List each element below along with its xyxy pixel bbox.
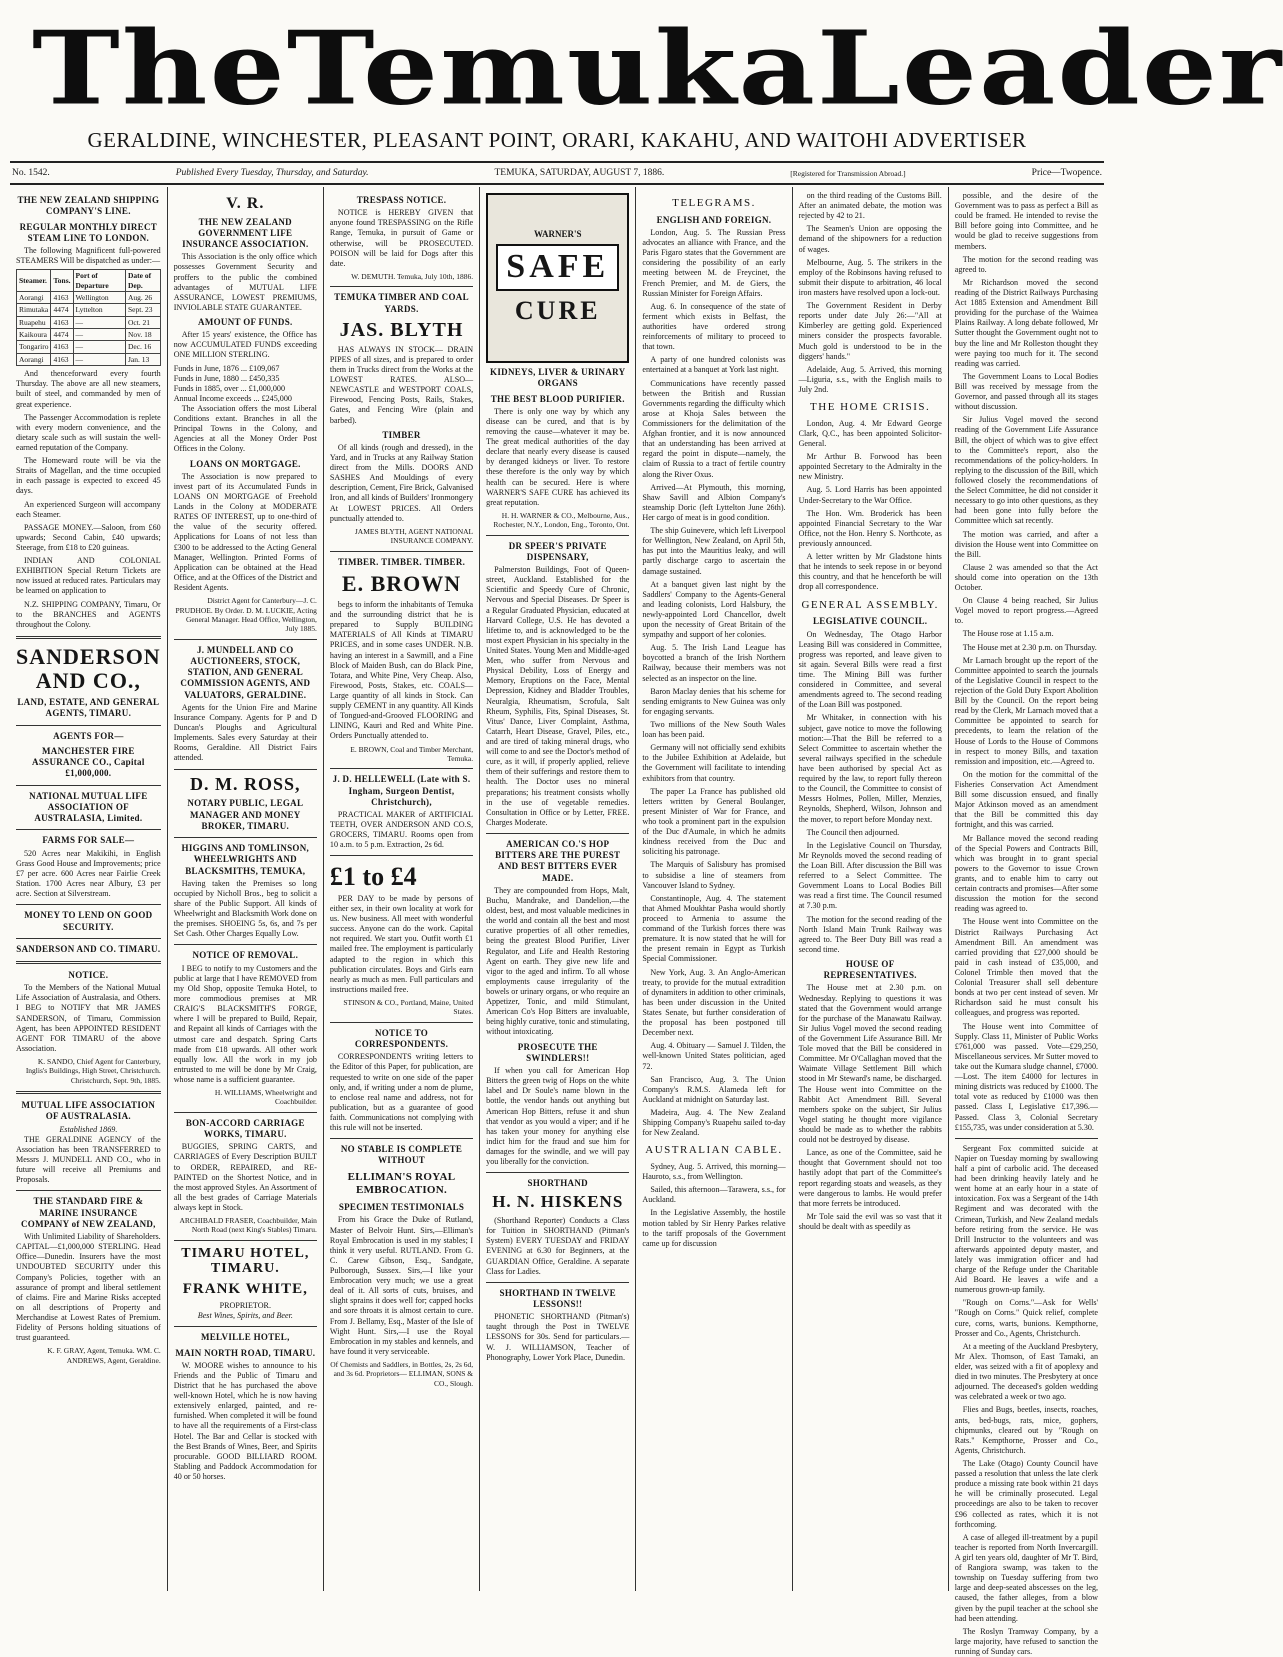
- blyth-heading: JAS. BLYTH: [339, 318, 464, 341]
- english-foreign-heading: ENGLISH AND FOREIGN.: [656, 214, 772, 225]
- price-signature: STINSON & CO., Portland, Maine, United States.: [343, 998, 474, 1017]
- masthead-word-temuka: Temuka: [286, 7, 817, 128]
- bonaccord-heading: BON-ACCORD CARRIAGE WORKS, TIMARU.: [185, 1117, 305, 1140]
- cell: Tongariro: [17, 341, 51, 353]
- article-paragraph: PRACTICAL MAKER of ARTIFICIAL TEETH, OVER ANDERSON AND CO.S, GROCERS, TIMARU. Rooms open from 10 a.m. to 5 p.m. Extraction, 2s 6d.: [329, 810, 474, 850]
- vr-heading: V. R.: [226, 195, 265, 212]
- masthead-subtitle: GERALDINE, WINCHESTER, PLEASANT POINT, ORARI, KAKAHU, AND WAITOHI ADVERTISER: [87, 128, 1027, 152]
- registration-note: [Registered for Transmission Abroad.]: [790, 168, 906, 178]
- cell: Jan. 13: [125, 353, 160, 365]
- sanderson-signature: SANDERSON AND CO. TIMARU.: [16, 943, 161, 954]
- price-heading: £1 to £4: [329, 862, 417, 892]
- removal-heading: NOTICE OF REMOVAL.: [192, 950, 299, 961]
- article-paragraph: Flies and Bugs, beetles, insects, roaches, ants, bed-bugs, rats, mice, gophers, chipmunks, cleared out by "Rough on Rats." Kempthorne, Prosser and Co., Agents, Christchurch.: [954, 1405, 1099, 1455]
- loans-signature: District Agent for Canterbury—J. C. PRUDHOE. By Order. D. M. LUCKIE, Acting General Manager. Head Office, Wellington, July 1885.: [175, 596, 317, 634]
- article-paragraph: The Association offers the most Liberal Conditions extant. Branches in all the Principal Towns in the Colony, and Agencies at all the Money Order Post Offices in the Colony.: [173, 404, 317, 454]
- masthead: [10, 7, 1283, 128]
- table-row: [17, 341, 161, 353]
- agents-heading: AGENTS FOR—: [53, 730, 124, 741]
- article-paragraph: An experienced Surgeon will accompany each Steamer.: [16, 499, 161, 519]
- article-paragraph: Germany will not officially send exhibits to the Jubilee Exhibition at Adelaide, but the Government will facilitate to intending exhibitors from that country.: [642, 743, 786, 783]
- article-paragraph: The motion for the second reading was agreed to.: [954, 254, 1099, 274]
- article-paragraph: A letter written by Mr Gladstone hints that he intends to seek repose in or beyond this country, and that he henceforth be will drop all correspondence.: [798, 552, 942, 592]
- home-crisis-heading: THE HOME CRISIS.: [810, 401, 931, 414]
- cell: Aorangi: [17, 291, 51, 303]
- publication-schedule: Published Every Tuesday, Thursday, and Saturday.: [175, 168, 369, 178]
- article-paragraph: The Government Resident in Derby reports under date July 26:—"All at Kimberley are getting gold. Experienced miners consider the prospects favorable. Much gold is understood to be in the diggers' hands.": [798, 301, 942, 361]
- mla-established: Established 1869.: [59, 1124, 118, 1134]
- article-paragraph: In the Legislative Assembly, the hostile motion tabled by Sir Henry Parkes relative to the tariff proposals of the Government came up for discussion: [642, 1208, 786, 1248]
- cell: Aorangi: [17, 353, 51, 365]
- notice-signature: K. SANDO, Chief Agent for Canterbury, Inglis's Buildings, High Street, Christchurch. Christchurch, Sept. 9th, 1885.: [25, 1057, 161, 1085]
- funds-row: Funds in 1885, over ... £1,000,000: [173, 383, 285, 393]
- divider: [174, 1240, 317, 1241]
- warner-signature: H. H. WARNER & CO., Melbourne, Aus., Rochester, N.Y., London, Eng., Toronto, Ont.: [493, 510, 630, 530]
- divider: [174, 769, 317, 770]
- divider: [16, 938, 161, 939]
- column-1: [10, 187, 168, 1591]
- column-4: [480, 187, 636, 1591]
- issue-number: No. 1542.: [12, 168, 50, 178]
- article-paragraph: The House met at 2.30 p.m. on Thursday.: [962, 642, 1097, 652]
- column-3: [324, 187, 480, 1591]
- divider: [174, 837, 317, 838]
- article-paragraph: The House rose at 1.15 a.m.: [962, 629, 1054, 639]
- divider: [486, 1172, 629, 1173]
- article-paragraph: W. MOORE wishes to announce to his Friends and the Public of Timaru and District that he has purchased the above well-known Hotel, which he is now having extensively enlarged, painted, and re-furnished. When completed it will be found to have all the requirements of a First-class Hotel. The Bar and Cellar is stocked with the Best Brands of Wines, Beer, and Spirits procurable. GOOD BILLIARD ROOM. Stabling and Paddock Accommodation for 40 or 50 horses.: [173, 1360, 317, 1482]
- article-paragraph: London, Aug. 4. Mr Edward George Clark, Q.C., has been appointed Solicitor-General.: [798, 418, 942, 449]
- article-paragraph: Mr Larnach brought up the report of the Committee appointed to search the journals of the Legislative Council in respect to the rejection of the Gold Duty Export Abolition Bill by the Council. On the report being read by the Clerk, Mr Larnach moved that a Committee be appointed to search for precedents, to learn the relation of the House of Lords to the House of Commons in respect to money Bills, and taxation remission and imposition, etc.—Agreed to.: [954, 655, 1099, 766]
- standard-signature: K. F. GRAY, Agent, Temuka. WM. C. ANDREWS, Agent, Geraldine.: [47, 1346, 161, 1365]
- divider: [330, 1022, 473, 1023]
- hotel-proprietor-label: PROPRIETOR.: [219, 1301, 271, 1311]
- article-paragraph: They are compounded from Hops, Malt, Buchu, Mandrake, and Dandelion,—the oldest, best, and most valuable medicines in the world and contain all the best and most curative properties of all other remedies, being the greatest Blood Purifier, Liver Regulator, and Life and Health Restoring Agent on earth. They give new life and vigor to the aged and infirm. To all whose employments cause irregularity of the bowels or urinary organs, or who require an Appetizer, Tonic, and mild Stimulant, American Co's Hop Bitters are invaluable, being highly curative, tonic and stimulating, without intoxicating.: [486, 885, 630, 1037]
- prosecute-heading: PROSECUTE THE SWINDLERS!!: [517, 1041, 598, 1063]
- dateline: TEMUKA, SATURDAY, AUGUST 7, 1886.: [494, 168, 665, 178]
- article-paragraph: The Hon. Wm. Broderick has been appointed Financial Secretary to the War Office, not the Hon. Henry S. Northcote, as previously announced.: [798, 508, 942, 549]
- notice-heading: NOTICE.: [68, 970, 109, 981]
- article-paragraph: Two millions of the New South Wales loan has been paid.: [642, 720, 786, 740]
- article-paragraph: (Shorthand Reporter) Conducts a Class for Tuition in SHORTHAND (Pitman's System) EVERY TUESDAY and FRIDAY EVENING at 6.30 for Beginners, at the GUARDIAN Office, Geraldine. A separate Class for Ladies.: [486, 1216, 630, 1276]
- article-paragraph: Adelaide, Aug. 5. Arrived, this morning—Liguria, s.s., with the English mails to July 2nd.: [798, 364, 942, 394]
- blyth-signature: JAMES BLYTH, AGENT NATIONAL INSURANCE COMPANY.: [354, 526, 474, 546]
- article-paragraph: CORRESPONDENTS writing letters to the Editor of this Paper, for publication, are requested to write on one side of the paper only, and, if writing under a nom de plume, to enclose real name and address, not for publication, but as a guarantee of good faith. Communications not complying with this rule will not be inserted.: [329, 1052, 474, 1133]
- bonaccord-signature: ARCHIBALD FRASER, Coachbuilder, Main North Road (next King's Stables) Timaru.: [179, 1216, 317, 1235]
- notice-text: To the Members of the National Mutual Life Association of Australasia, and Others. I BEG to NOTIFY that MR JAMES SANDERSON, of Timaru, Commission Agent, has been APPOINTED RESIDENT AGENT FOR TIMARU of the above Association.: [16, 983, 161, 1053]
- article-paragraph: The Homeward route will be via the Straits of Magellan, and the time occupied in each passage is expected to exceed 45 days.: [16, 456, 161, 496]
- sanderson-subheading: LAND, ESTATE, AND GENERAL AGENTS, TIMARU.: [17, 697, 160, 719]
- article-paragraph: Mr Whitaker, in connection with his subject, gave notice to move the following motion:—That the Bill be referred to a Select Committee to ascertain whether the several railways specified in the schedule have been authorised by special Act as required by the law, to report fully thereon to the Council, the Committee to consist of Messrs Holmes, Pollen, Miller, Menzies, Reynolds, Shepherd, Wilson, Johnson and the mover, to report before Monday next.: [798, 713, 942, 824]
- article-paragraph: At a meeting of the Auckland Presbytery, Mr Alex. Thomson, of East Tamaki, an elder, was seized with a fit of apoplexy and died in two minutes. The Presbytery at once adjourned. The deceased's golden wedding was celebrated a week or two ago.: [954, 1341, 1099, 1402]
- warners-safe-cure-illustration: [486, 193, 629, 363]
- article-paragraph: PASSAGE MONEY.—Saloon, from £60 upwards; Second Cabin, £40 upwards; Steerage, from £18 to £20 guineas.: [16, 522, 161, 552]
- shorthand-heading: SHORTHAND: [527, 1178, 588, 1189]
- funds-heading: AMOUNT OF FUNDS.: [198, 317, 293, 327]
- columns: [10, 187, 1104, 1656]
- article-paragraph: A case of alleged ill-treatment by a pupil teacher is reported from North Invercargill. A girl ten years old, daughter of Mr T. Bird, of Rangiora swamp, was taken to the township on Tuesday suffering from two large and deep-seated abscesses on the leg, caused, the father alleges, from a blow given by the pupil teacher at the school she had been attending.: [954, 1532, 1099, 1623]
- govt-life-heading: THE NEW ZEALAND GOVERNMENT LIFE INSURANCE ASSOCIATION.: [182, 216, 309, 250]
- article-paragraph: This Association is the only office which possesses Government Security and proffers to the public the combined advantages of MUTUAL LIFE ASSURANCE, LOWEST PREMIUMS, INVIOLABLE STATE GUARANTEE.: [173, 252, 317, 312]
- article-paragraph: Sir Julius Vogel moved the second reading of the Government Life Assurance Bill, the object of which was to give effect to the Committee's report, also the recommendations of the policy-holders. In replying to the discussion of the Bill, which followed closely the recommendations of the Select Committee, he did not consider it necessary to go into other questions, as they had been gone into fully before the Committee which sat recently.: [954, 415, 1099, 526]
- table-header: Date of Dep.: [125, 270, 160, 292]
- divider: [330, 855, 473, 856]
- divider: [174, 944, 317, 945]
- article-paragraph: Mr Arthur B. Forwood has been appointed Secretary to the Admiralty in the new Ministry.: [798, 452, 942, 482]
- article-paragraph: The ship Guinevere, which left Liverpool for Wellington, New Zealand, on April 5th, has put into the Mauritius leaky, and will partly discharge cargo to ascertain the damage sustained.: [642, 526, 786, 576]
- hellewell-heading: J. D. HELLEWELL (Late with S. Ingham, Surgeon Dentist, Christchurch),: [332, 774, 471, 807]
- article-paragraph: The House went into Committee of Supply. Class 11, Minister of Public Works £761,000 was passed. Vote—£29,250, Miscellaneous services. Mr Sutter moved to take out the Kumara sludge channel, £7000.—Lost. The item £4000 for lectures in mining districts was reduced by £1000. The total vote as reduced by £1000 was then passed. Class I, Legislative £17,396.—Passed. Class 3, Colonial Secretary £155,735, was under consideration at 5.30.: [954, 1021, 1099, 1132]
- article-paragraph: NOTICE is HEREBY GIVEN that anyone found TRESPASSING on the Rifle Range, Temuka, in pursuit of Game or otherwise, will be PROSECUTED. POISON will be laid for Dogs after this date.: [329, 208, 474, 268]
- safe-label: SAFE: [496, 244, 619, 291]
- loans-heading: LOANS ON MORTGAGE.: [189, 458, 301, 469]
- funds-row: Funds in June, 1880 ... £450,335: [173, 373, 280, 383]
- article-paragraph: The House went into Committee on the District Railways Purchasing Act Amendment Bill. An amendment was carried providing that £27,000 should be paid in cash instead of £35,000, and Colonel Trimble then moved that the Colonial Treasurer shall sell debenture bonds at two per cent instead of seven. Mr Richardson said he must consult his colleagues, and progress was reported.: [954, 917, 1099, 1018]
- article-paragraph: possible, and the desire of the Government was to pass as perfect a Bill as could be framed. He intended to revise the Bill before going into Committee, and he would be glad to receive suggestions from members.: [954, 191, 1099, 251]
- cell: 4163: [51, 291, 73, 303]
- hotel-proprietor-name: FRANK WHITE,: [182, 1280, 308, 1297]
- article-paragraph: PER DAY to be made by persons of either sex, in their own locality at work for us. New business. All meet with wonderful success. Anyone can do the work. Capital not required. We start you. Outfit worth £1 mailed free. The employment is particularly adapted to the region in which this publication circulates. Boys and Girls earn nearly as much as men. Full particulars and instructions mailed free.: [329, 893, 474, 994]
- cell: 4474: [51, 329, 73, 341]
- article-paragraph: Aug. 6. In consequence of the state of ferment which exists in Belfast, the authorities have ordered strong reinforcements of military to proceed to that town.: [642, 301, 786, 352]
- table-header: Steamer.: [17, 270, 51, 292]
- cell: —: [73, 353, 125, 365]
- hotel-wines: Best Wines, Spirits, and Beer.: [197, 1311, 293, 1321]
- shipping-table: [16, 269, 161, 366]
- article-paragraph: The motion for the second reading of the North Island Main Trunk Railway was agreed to. The Beer Duty Bill was read a second time.: [798, 914, 942, 954]
- article-paragraph: Having taken the Premises so long occupied by Nicholl Bros., beg to solicit a share of the Public Support. All kinds of Wheelwright and Blacksmith Work done on the premises. SHOEING 5s, 6s, and 7s per Set Cash. Other Charges Equally Low.: [173, 878, 317, 939]
- mla-text: THE GERALDINE AGENCY of the Association has been TRANSFERRED to Messrs J. MUNDELL AND CO., who in future will receive all Premiums and Proposals.: [16, 1134, 161, 1185]
- divider: [486, 833, 629, 834]
- article-paragraph: The Lake (Otago) County Council have passed a resolution that unless the late clerk produce a missing rate book within 21 days he will be criminally prosecuted. Legal proceedings are also to be taken to recover £96 collected as rates, which it is not forthcoming.: [954, 1459, 1099, 1529]
- standard-text: With Unlimited Liability of Shareholders. CAPITAL—£1,000,000 STERLING. Head Office—Dunedin. Insurers have the most UNDOUBTED SECURITY under this Company's Policies, together with an assurance of prompt and liberal settlement of claims. Fire and Marine Risks accepted on all descriptions of Property and Merchandise at Lowest Rates of Premium. Fidelity of Persons holding situations of trust guaranteed.: [16, 1232, 161, 1343]
- divider: [330, 1138, 473, 1139]
- cell: Lyttelton: [73, 304, 125, 316]
- cell: —: [73, 329, 125, 341]
- divider: [174, 1326, 317, 1327]
- article-paragraph: PHONETIC SHORTHAND (Pitman's) taught through the Post in TWELVE LESSONS for 30s. Send for particulars.—W. J. WILLIAMSON, Teacher of Phonography, Lower York Place, Dunedin.: [486, 1312, 630, 1362]
- cell: —: [73, 316, 125, 328]
- cell: Kaikoura: [17, 329, 51, 341]
- shipping-heading: THE NEW ZEALAND SHIPPING COMPANY'S LINE.: [17, 195, 160, 217]
- stable-heading: NO STABLE IS COMPLETE WITHOUT: [340, 1144, 463, 1166]
- article-paragraph: Communications have recently passed between the British and Russian Governments regarding the difficulty which arose at Khoja Sales between the Commissioners for the delimitation of the Afghan frontier, and it is now announced that an understanding has been arrived at regard the point in dispute—namely, the claim of Russia to a tract of fertile country along the River Oxus.: [642, 378, 786, 479]
- divider: [16, 1091, 161, 1094]
- column-7: [949, 187, 1104, 1656]
- article-paragraph: Madeira, Aug. 4. The New Zealand Shipping Company's Ruapehu sailed to-day for New Zealand.: [642, 1107, 786, 1138]
- article-paragraph: In the Legislative Council on Thursday, Mr Reynolds moved the second reading of the Loan Bill. After discussion the Bill was referred to a Select Committee. The Government Loans to Local Bodies Bill was read a first time. The Council resumed at 7.30 p.m.: [798, 840, 942, 911]
- article-paragraph: Constantinople, Aug. 4. The statement that Ahmed Moukhtar Pasha would shortly proceed to Armenia to assume the command of the Turkish forces there was premature. It is now stated that he will for the present remain in Egypt as Turkish Special Commissioner.: [642, 893, 786, 964]
- general-assembly-heading: GENERAL ASSEMBLY.: [801, 598, 939, 611]
- article-paragraph: The Marquis of Salisbury has promised to subsidise a line of steamers from Vancouver Island to Sydney.: [642, 860, 786, 890]
- article-paragraph: From his Grace the Duke of Rutland, Master of Belvoir Hunt. Sirs,—Elliman's Royal Embrocation is used in my stables; I think it very useful. RUTLAND. From G. C. Carew Gibson, Esq., Sandgate, Pulborough, Sussex. Sirs,—I like your Embrocation very much; we use a great deal of it. All sorts of cuts, bruises, and slight sprains it does well for; capped hocks and sore throats it is almost certain to cure. From J. Bellamy, Esq., Master of the Isle of Wight Hunt. Sirs,—I use the Royal Embrocation in my stables and kennels, and have found it very serviceable.: [329, 1215, 474, 1356]
- article-paragraph: Sailed, this afternoon—Tarawera, s.s., for Auckland.: [642, 1185, 786, 1205]
- cell: Rimutaka: [17, 304, 51, 316]
- article-paragraph: There is only one way by which any disease can be cured, and that is by removing the cause—whatever it may be. The great medical authorities of the day declare that nearly every disease is caused by deranged kidneys or liver. To restore these therefore is the only way by which health can be secured. Here is where WARNER'S SAFE CURE has achieved its great reputation.: [486, 406, 630, 507]
- hiskens-heading: H. N. HISKENS: [492, 1192, 624, 1212]
- divider: [174, 639, 317, 640]
- column-5: [636, 187, 792, 1591]
- divider: [174, 1112, 317, 1113]
- article-paragraph: The paper La France has published old letters written by General Boulanger, present Minister of War for France, and who took a prominent part in the expulsion of the Duc d'Aumale, in which he admits kindness received from the Duc and soliciting his patronage.: [642, 786, 786, 857]
- masthead-word-the: The: [32, 7, 287, 128]
- article-paragraph: Aug. 5. Lord Harris has been appointed Under-Secretary to the War Office.: [798, 485, 942, 505]
- article-paragraph: And thenceforward every fourth Thursday. The above are all new steamers, built of steel, and commanded by men of great experience.: [16, 369, 161, 409]
- cell: Oct. 21: [125, 316, 160, 328]
- shipping-intro: The following Magnificent full-powered STEAMERS Will be dispatched as under:—: [16, 246, 161, 266]
- article-paragraph: Of all kinds (rough and dressed), in the Yard, and in Trucks at any Railway Station direct from the Mills. DOORS AND SASHES And Mouldings of every description, Cement, Fire Brick, Galvanised Iron, and all kinds of Builders' Ironmongery At LOWEST PRICES. All Orders punctually attended to.: [329, 442, 474, 523]
- article-paragraph: The Government Loans to Local Bodies Bill was received by message from the Governor, and passed through all its stages without discussion.: [954, 371, 1099, 412]
- ross-subheading: NOTARY PUBLIC, LEGAL MANAGER AND MONEY BROKER, TIMARU.: [187, 798, 304, 831]
- funds-row: Annual Income exceeds ... £245,000: [173, 393, 292, 403]
- table-row: [17, 291, 161, 303]
- masthead-word-leader: Leader: [816, 7, 1283, 128]
- cell: Sept. 23: [125, 304, 160, 316]
- table-row: [17, 304, 161, 316]
- hop-bitters-heading: AMERICAN CO.'S HOP BITTERS ARE THE PUREST AND BEST BITTERS EVER MADE.: [495, 838, 621, 883]
- brown-heading: E. BROWN: [341, 570, 462, 596]
- cell: Nov. 18: [125, 329, 160, 341]
- article-paragraph: on the third reading of the Customs Bill. After an animated debate, the motion was rejected by 42 to 21.: [798, 191, 942, 221]
- house-reps-heading: HOUSE OF REPRESENTATIVES.: [823, 958, 917, 981]
- divider: [330, 551, 473, 552]
- article-paragraph: BUGGIES, SPRING CARTS, and CARRIAGES of Every Description BUILT to ORDER, REPAIRED, and RE-PAINTED on the Shortest Notice, and in the most approved Styles. An Assortment of all the best grades of Carriage Materials always kept in Stock.: [173, 1142, 317, 1212]
- divider: [955, 1138, 1098, 1139]
- cure-label: CURE: [514, 295, 601, 325]
- article-paragraph: Mr Ballance moved the second reading of the Special Powers and Contracts Bill, which was brought in to grant special powers to the Governor to issue Crown grants, and to enable him to carry out certain contracts and promises—After some discussion the motion for the second reading was agreed to.: [954, 833, 1099, 914]
- australian-cable-heading: AUSTRALIAN CABLE.: [645, 1144, 783, 1157]
- cell: 4163: [51, 353, 73, 365]
- article-paragraph: Arrived—At Plymouth, this morning, Shaw Savill and Albion Company's steamship Doric (left Lyttelton June 26th). Her cargo of meat is in good condition.: [642, 482, 786, 522]
- divider: [16, 961, 161, 964]
- farms-text: 520 Acres near Makikihi, in English Grass Good House and Improvements; price £7 per acre. 600 Acres near Fairlie Creek Station. 1700 Acres near Albury, £3 per acre. Section at Silverstream.: [16, 848, 161, 899]
- article-paragraph: The Council then adjourned.: [806, 827, 900, 837]
- article-paragraph: INDIAN AND COLONIAL EXHIBITION Special Return Tickets are now issued at reduced rates. Particulars may be learned on application to: [16, 556, 161, 596]
- brown-topline: TIMBER. TIMBER. TIMBER.: [337, 556, 466, 567]
- article-paragraph: HAS ALWAYS IN STOCK— DRAIN PIPES of all sizes, and is prepared to order them in Trucks direct from the Works at the LOWEST RATES. ALSO— NEWCASTLE and WESTPORT COALS, Firewood, Fencing Posts, Rails, Stakes, Gates, and Fencing Wire (plain and barbed).: [329, 344, 474, 425]
- article-paragraph: On Clause 4 being reached, Sir Julius Vogel moved to report progress.—Agreed to.: [954, 596, 1099, 626]
- cell: Dec. 16: [125, 341, 160, 353]
- brown-signature: E. BROWN, Coal and Timber Merchant, Temuka.: [350, 744, 474, 763]
- divider: [16, 1190, 161, 1191]
- article-paragraph: On Wednesday, The Otago Harbor Leasing Bill was considered in Committee, progress was reported, and leave given to sit again. Several Bills were read a first time. The Mining Bill was further considered in Committee, and several amendments agreed to. The second reading of the Loan Bill was postponed.: [798, 629, 942, 710]
- removal-signature: H. WILLIAMS, Wheelwright and Coachbuilder.: [214, 1088, 317, 1107]
- article-paragraph: A party of one hundred colonists was entertained at a banquet at York last night.: [642, 355, 786, 375]
- sanderson-heading: SANDERSON AND CO.,: [16, 643, 161, 694]
- article-paragraph: "Rough on Corns."—Ask for Wells' "Rough on Corns." Quick relief, complete cure, corns, warts, bunions. Kempthorne, Prosser and Co., Agents, Christchurch.: [954, 1298, 1099, 1338]
- elliman-heading: ELLIMAN'S ROYAL EMBROCATION.: [347, 1170, 456, 1197]
- trespass-heading: TRESPASS NOTICE.: [356, 195, 447, 205]
- timber-heading: TIMBER: [382, 429, 421, 440]
- divider: [16, 785, 161, 786]
- fire-assurance: MANCHESTER FIRE ASSURANCE CO., Capital £1,000,000.: [32, 745, 145, 779]
- table-row: [17, 316, 161, 328]
- divider: [16, 904, 161, 905]
- article-paragraph: Mr Richardson moved the second reading of the District Railways Purchasing Act 1885 Extension and Amendment Bill providing for the purchase of the Waimea Plains Railway. A long debate followed, Mr Sutter thought the Government ought not to buy the line and Mr Rolleston thought they were paying too much for it. The second reading was carried.: [954, 277, 1099, 368]
- blood-heading: THE BEST BLOOD PURIFIER.: [490, 393, 625, 404]
- correspondents-heading: NOTICE TO CORRESPONDENTS.: [354, 1027, 449, 1050]
- timber-yards-heading: TEMUKA TIMBER AND COAL YARDS.: [334, 292, 469, 314]
- article-paragraph: Aug. 4. Obituary — Samuel J. Tilden, the well-known United States politician, aged 72.: [642, 1041, 786, 1071]
- issue-price: Price—Twopence.: [1031, 168, 1102, 178]
- divider: [16, 725, 161, 726]
- shipping-subheading: REGULAR MONTHLY DIRECT STEAM LINE TO LONDON.: [19, 221, 158, 243]
- mutual-life: NATIONAL MUTUAL LIFE ASSOCIATION OF AUSTRALASIA, Limited.: [29, 790, 148, 824]
- article-paragraph: Clause 2 was amended so that the Act should come into operation on the 13th October.: [954, 562, 1099, 593]
- article-paragraph: At a banquet given last night by the Saddlers' Company to the Agents-General and leading colonists, Lord Halsbury, the newly-appointed Lord Chancellor, dwelt upon the necessity of Great Britain of the sympathy and support of her colonies.: [642, 579, 786, 640]
- testimonials-heading: SPECIMEN TESTIMONIALS: [338, 1202, 465, 1213]
- article-paragraph: begs to inform the inhabitants of Temuka and the surrounding district that he is prepared to Supply BUILDING MATERIALS of All Kinds at TIMARU PRICES, and in some cases UNDER. N.B. having an interest in a Sawmill, and a Fine Block of Maiden Bush, can do Black Pine, Totara, and White Pine, Very Cheap. Also, Firewood, Posts, Stakes, etc. COALS—Large quantity of all kinds in Stock. Can supply CEMENT in any quantity. All Kinds of Tongued-and-Grooved FLOORING and LINING, Kauri and Red and White Pine. Orders Punctually attended to.: [329, 599, 474, 741]
- article-paragraph: Aug. 5. The Irish Land League has boycotted a branch of the Irish Northern Railway, because their members was not selected as an inspector on the line.: [642, 643, 786, 683]
- cell: 4474: [51, 304, 73, 316]
- article-paragraph: Mr Tole said the evil was so vast that it should be dealt with as speedily as: [798, 1211, 942, 1231]
- divider: [16, 829, 161, 830]
- article-paragraph: Sydney, Aug. 5. Arrived, this morning—Hauroto, s.s., from Wellington.: [642, 1162, 786, 1182]
- article-paragraph: Agents for the Union Fire and Marine Insurance Company. Agents for P and D Duncan's Ploughs and Agricultural Implements. Sales every Saturday at their Rooms, Geraldine. All District Fairs attended.: [173, 702, 317, 763]
- article-paragraph: After 15 years' existence, the Office has now ACCUMULATED FUNDS exceeding ONE MILLION STERLING.: [173, 330, 317, 360]
- cell: Aug. 26: [125, 291, 160, 303]
- divider: [486, 535, 629, 536]
- article-paragraph: If when you call for American Hop Bitters the green twig of Hops on the white label and Dr Soule's name blown in the bottle, the vendor hands out anything but American Hop Bitters, refuse it and shun that vendor as you would a viper; and if he has taken your money for anything else indict him for the fraud and sue him for damages for the swindle, and we will pay you liberally for the conviction.: [486, 1066, 630, 1167]
- elliman-signature: Of Chemists and Saddlers, in Bottles, 2s, 2s 6d, and 3s 6d. Proprietors— ELLIMAN, SONS & CO., Slough.: [330, 1359, 474, 1388]
- article-paragraph: On the motion for the committal of the Fisheries Conservation Act Amendment Bill some discussion ensued, and finally Major Atkinson moved as an amendment that the Bill be committed this day fortnight, and this was carried.: [954, 769, 1099, 830]
- issue-info-bar: [10, 161, 1104, 185]
- farms-heading: FARMS FOR SALE—: [42, 835, 135, 846]
- divider: [486, 1282, 629, 1283]
- divider: [330, 286, 473, 287]
- article-paragraph: The Passenger Accommodation is replete with every modern convenience, and the dietary scale such as will sustain the well-earned reputation of the Company.: [16, 412, 161, 452]
- column-2: [168, 187, 324, 1591]
- melville-heading: MELVILLE HOTEL,: [200, 1332, 290, 1343]
- column-6: [793, 187, 949, 1591]
- article-paragraph: San Francisco, Aug. 3. The Union Company's R.M.S. Alameda left for Auckland at midnight on Saturday last.: [642, 1074, 786, 1104]
- article-paragraph: The Roslyn Tramway Company, by a large majority, have refused to sanction the running of Sunday cars.: [954, 1626, 1099, 1656]
- article-paragraph: N.Z. SHIPPING COMPANY, Timaru, Or to the BRANCHES and AGENTS throughout the Colony.: [16, 599, 161, 629]
- cell: —: [73, 341, 125, 353]
- legislative-council-heading: LEGISLATIVE COUNCIL.: [813, 616, 928, 627]
- speer-heading: DR SPEER'S PRIVATE DISPENSARY,: [508, 540, 607, 562]
- table-header: Port of Departure: [73, 270, 125, 292]
- article-paragraph: The House met at 2.30 p.m. on Wednesday. Replying to questions it was stated that the Government would arrange for the purchase of the Manawatu Railway. Sir Julius Vogel moved the second reading of the Government Life Assurance Bill. Mr Tole moved that the Bill be considered in Committee. Mr O'Callaghan moved that the Waimate Village Settlement Bill which stood in Mr Steward's name, be discharged. The House went into Committee on the Rabbit Act Amendment Bill. Several members spoke on the subject, Sir Julius Vogel stating he thought more vigilance should be made as to whether the rabbits could not be destroyed by disease.: [798, 983, 942, 1145]
- article-paragraph: Melbourne, Aug. 5. The strikers in the employ of the Robinsons having refused to submit their dispute to arbitration, 46 local iron masters have resolved upon a lock-out.: [798, 257, 942, 297]
- table-header: Tons.: [51, 270, 73, 292]
- article-paragraph: Baron Maclay denies that his scheme for sending emigrants to New Guinea was only for engaging servants.: [642, 686, 786, 716]
- mundell-heading: J. MUNDELL AND CO AUCTIONEERS, STOCK, STATION, AND GENERAL COMMISSION AGENTS, AND VALUATORS, GERALDINE.: [180, 644, 311, 700]
- warners-label: WARNER'S: [533, 228, 582, 239]
- mla-heading: MUTUAL LIFE ASSOCIATION OF AUSTRALASIA.: [21, 1100, 156, 1122]
- divider: [16, 636, 161, 639]
- article-paragraph: London, Aug. 5. The Russian Press advocates an alliance with France, and the Paris Figaro states that the Government are considering the possibility of an early meeting between M. de Freycinet, the French Premier, and M. de Giers, the Russian Minister for Foreign Affairs.: [642, 228, 786, 298]
- article-paragraph: The Association is now prepared to invest part of its Accumulated Funds in LOANS ON MORTGAGE of Freehold Lands in the Colony at MODERATE RATES OF INTEREST, up to one-third of the value of the security offered. Applications for Loans of not less than £300 to be addressed to the Acting General Manager, Wellington. Printed Forms of Application can be obtained at the Head Office, and at the Offices of the District and Resident Agents.: [173, 471, 317, 593]
- divider: [330, 768, 473, 769]
- higgins-heading: HIGGINS AND TOMLINSON, WHEELWRIGHTS AND BLACKSMITHS, TEMUKA,: [181, 843, 310, 876]
- melville-subheading: MAIN NORTH ROAD, TIMARU.: [175, 1347, 316, 1358]
- cell: Ruapehu: [17, 316, 51, 328]
- cell: 4163: [51, 341, 73, 353]
- article-paragraph: New York, Aug. 3. An Anglo-American treaty, to provide for the mutual extradition of dynamiters in addition to other criminals, has been under discussion in the United States Senate, but further consideration of the proposal has been postponed till December next.: [642, 967, 786, 1038]
- article-paragraph: I BEG to notify to my Customers and the public at large that I have REMOVED from my Old Shop, opposite Temuka Hotel, to more commodious premises at MR CRAIG'S BLACKSMITH'S FORGE, where I will be prepared to Build, Repair, and Repaint all kinds of Carriages with the utmost care and despatch. Spring Carts made from £18 upwards. All other work equally low. All the work in my job entrusted to me will be done by Mr Craig, whose name is a sufficient guarantee.: [173, 963, 317, 1084]
- table-row: [17, 353, 161, 365]
- telegrams-heading: TELEGRAMS.: [672, 197, 756, 209]
- kidney-heading: KIDNEYS, LIVER & URINARY ORGANS: [490, 367, 626, 389]
- standard-heading: THE STANDARD FIRE & MARINE INSURANCE COMPANY of NEW ZEALAND,: [20, 1196, 156, 1229]
- trespass-signature: W. DEMUTH. Temuka, July 10th, 1886.: [351, 271, 474, 281]
- cell: Wellington: [73, 291, 125, 303]
- twelve-lessons-heading: SHORTHAND IN TWELVE LESSONS!!: [499, 1287, 616, 1310]
- hotel-heading: TIMARU HOTEL, TIMARU.: [181, 1245, 310, 1277]
- funds-row: Funds in June, 1876 ... £109,067: [173, 363, 280, 373]
- article-paragraph: The Seamen's Union are opposing the demand of the shipowners for a reduction of wages.: [798, 224, 942, 254]
- table-row: [17, 329, 161, 341]
- article-paragraph: Sergeant Fox committed suicide at Napier on Tuesday morning by swallowing half a pint of carbolic acid. The deceased had been drinking heavily lately and he went home at an early hour in a state of intoxication. Fox was a Sergeant of the 14th Regiment and was decorated with the Crimean, Turkish, and New Zealand medals before retiring from the service. He was Drill Instructor to the volunteers and was afterwards appointed deputy master, and lately was immigration officer and had charge of the Refuge under the Charitable Aid Board. He leaves a wife and a numerous grown-up family.: [954, 1143, 1099, 1295]
- money-to-lend: MONEY TO LEND ON GOOD SECURITY.: [24, 910, 153, 932]
- article-paragraph: Lance, as one of the Committee, said he thought that Government should not too hastily adopt that part of the Committee's report regarding stoats and weasels, as they were dangerous to lambs. He would prefer that more ferrets be introduced.: [798, 1148, 942, 1208]
- article-paragraph: Palmerston Buildings, Foot of Queen-street, Auckland. Established for the Scientific and Speedy Cure of Chronic, Nervous and Special Diseases. Dr Speer is a Regular Graduated Physician, educated at Harvard College, U.S. He has devoted a lifetime to, and is acknowledged to be the most expert Physician in his specialty in the United States. Young Men and Middle-aged Men, who suffer from Nervous and Physical Debility, Loss of Energy and Memory, Eruptions on the Face, Mental Depression, Kidney and Bladder Troubles, Neuralgia, Rheumatism, Scrofula, Salt Rheum, Syphilis, Fits, Spinal Diseases, St. Vitus' Dance, Liver Complaint, Asthma, Catarrh, Heart Disease, Gravel, Piles, etc., and are tired of taking mineral drugs, who will come to and see the Doctor's method of cure, as it will, if properly applied, relieve them of their sufferings and restore them to health. The Doctor uses no mineral preparations; his treatment consists wholly in the use of vegetable remedies. Consultation in Office or by Letter, FREE. Charges Moderate.: [486, 565, 630, 827]
- ross-heading: D. M. ROSS,: [190, 773, 301, 794]
- article-paragraph: The motion was carried, and after a division the House went into Committee on the Bill.: [954, 529, 1099, 559]
- cell: 4163: [51, 316, 73, 328]
